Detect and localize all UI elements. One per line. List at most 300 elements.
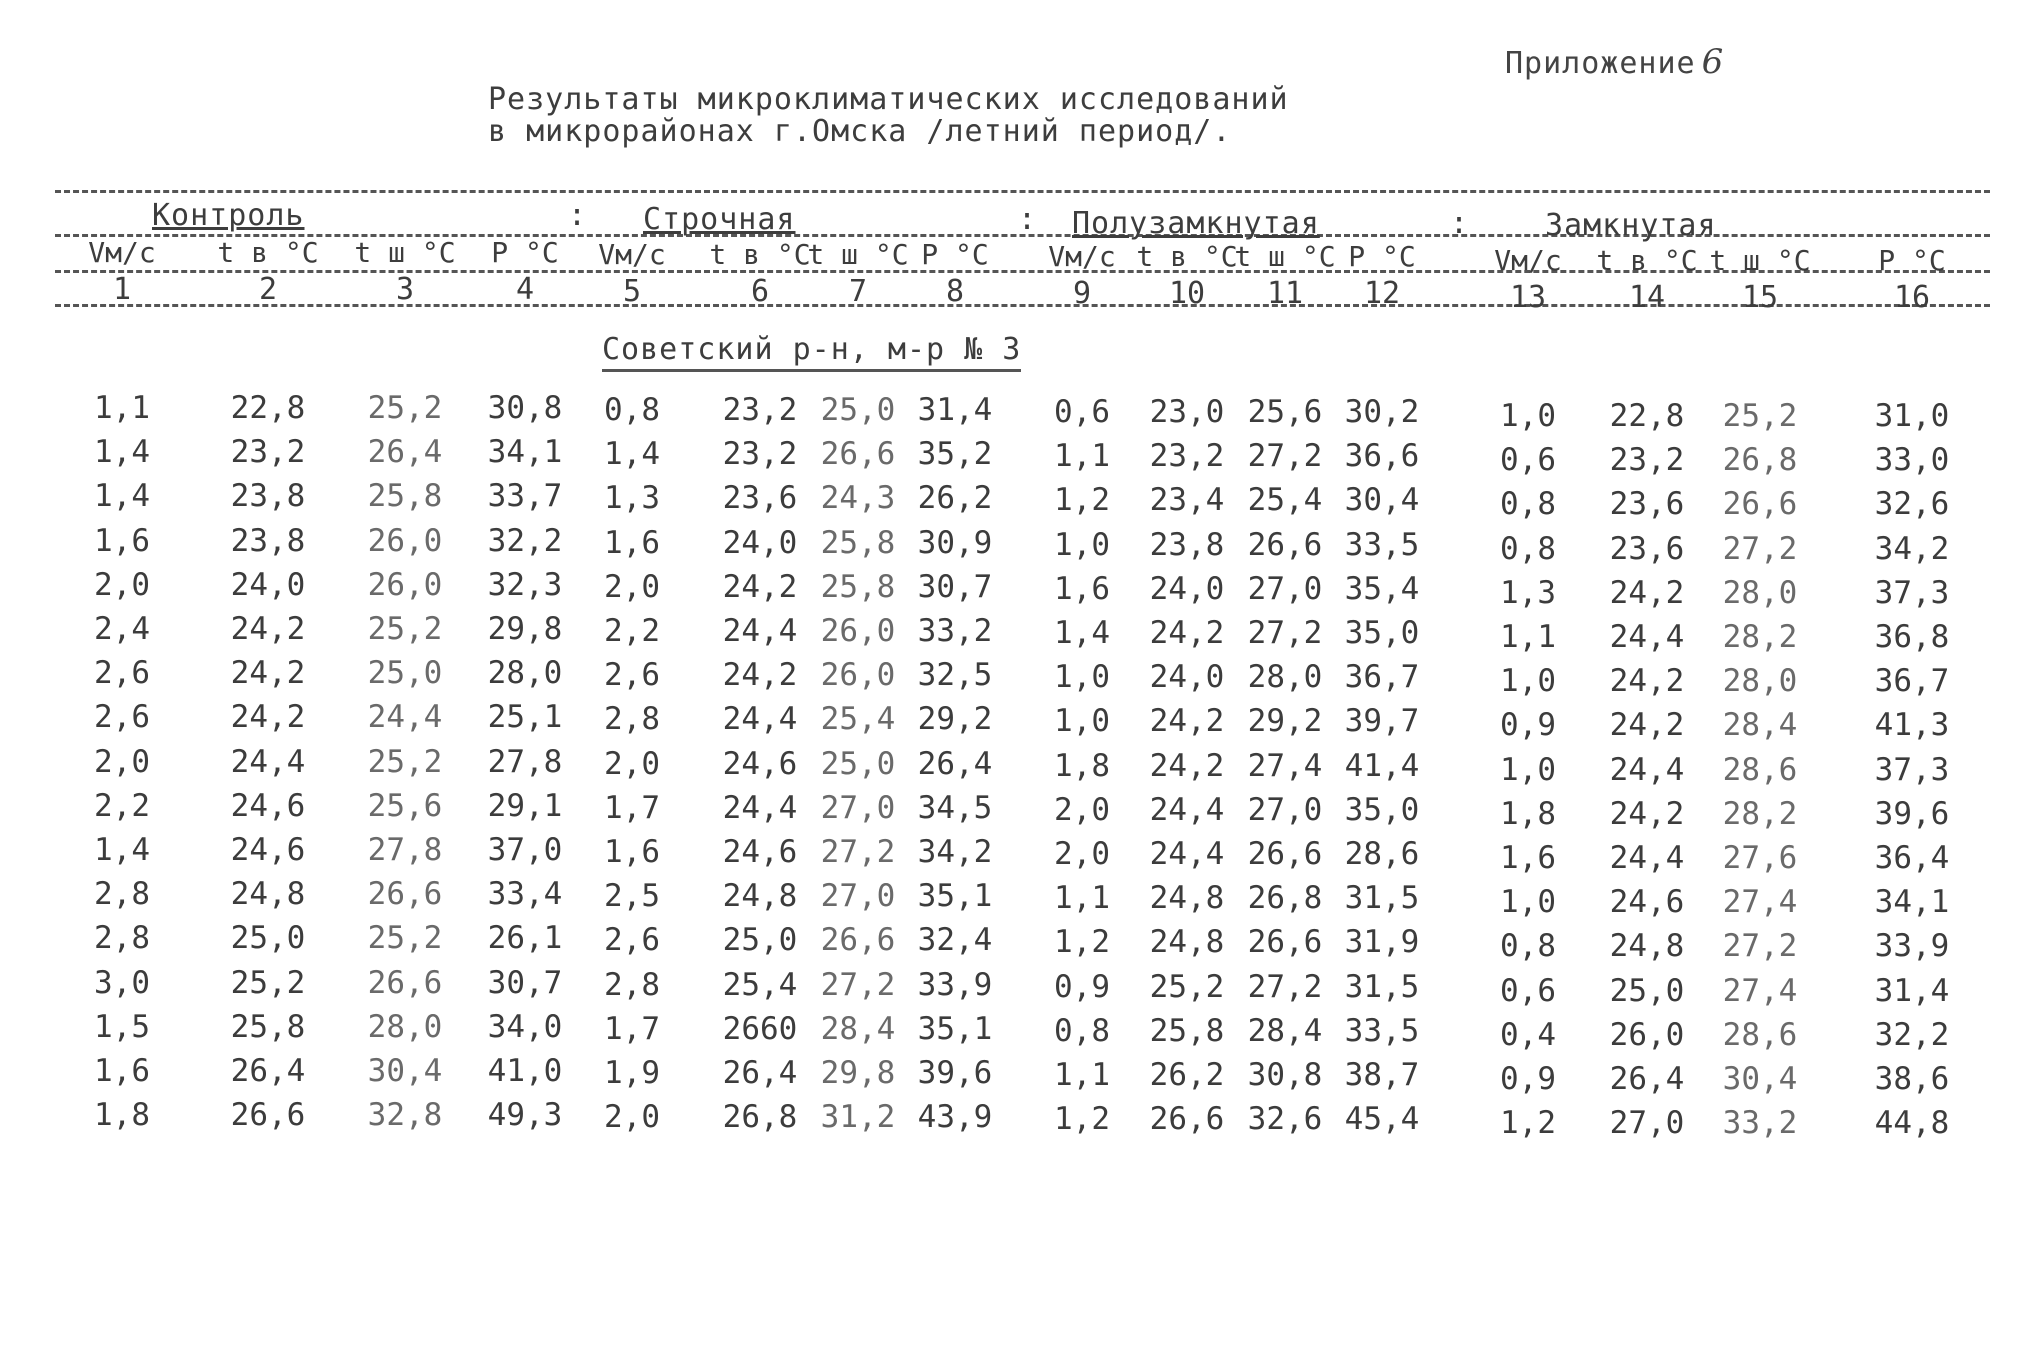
group-header-closed: Замкнутая — [1545, 208, 1717, 243]
table-cell: 31,5 — [1344, 880, 1420, 917]
table-cell: 24,6 — [1609, 884, 1685, 921]
table-cell: 1,1 — [1500, 619, 1556, 655]
table-cell: 27,4 — [1722, 884, 1798, 921]
table-cell: 1,2 — [1500, 1105, 1556, 1142]
table-cell: 24,0 — [1149, 570, 1225, 607]
table-cell: 25,2 — [230, 964, 306, 1001]
column-header: t в °С — [217, 236, 319, 269]
table-cell: 0,8 — [1500, 486, 1556, 523]
column-header: Р °С — [1878, 244, 1946, 277]
table-cell: 27,4 — [1247, 747, 1323, 784]
table-cell: 31,4 — [1874, 972, 1950, 1009]
table-cell: 28,0 — [487, 655, 563, 692]
table-cell: 1,8 — [94, 1097, 150, 1134]
table-cell: 24,2 — [230, 655, 306, 692]
table-row — [0, 1053, 2023, 1097]
table-cell: 1,0 — [1500, 751, 1556, 788]
table-cell: 24,6 — [230, 832, 306, 868]
table-cell: 1,6 — [1500, 840, 1556, 876]
column-header: Vм/с — [88, 236, 156, 269]
column-header: Vм/с — [1494, 244, 1562, 277]
table-cell: 27,0 — [820, 878, 896, 915]
table-cell: 24,2 — [230, 699, 306, 736]
table-cell: 27,2 — [820, 834, 896, 870]
table-cell: 26,6 — [820, 922, 896, 959]
table-cell: 30,8 — [1247, 1057, 1323, 1093]
table-cell: 27,2 — [1247, 615, 1323, 651]
table-cell: 32,6 — [1874, 486, 1950, 523]
table-cell: 25,6 — [367, 787, 443, 824]
table-cell: 29,2 — [917, 701, 993, 738]
column-header: t в °С — [1136, 240, 1238, 273]
table-cell: 31,5 — [1344, 968, 1420, 1005]
table-cell: 27,2 — [1722, 530, 1798, 567]
table-cell: 26,8 — [1247, 880, 1323, 917]
table-cell: 1,0 — [1500, 884, 1556, 921]
table-cell: 28,4 — [1722, 707, 1798, 744]
table-cell: 1,6 — [604, 524, 660, 561]
table-cell: 25,2 — [1149, 968, 1225, 1005]
table-cell: 30,8 — [487, 390, 563, 426]
table-cell: 25,4 — [722, 966, 798, 1003]
table-cell: 1,2 — [1054, 482, 1110, 519]
table-cell: 35,1 — [917, 878, 993, 915]
table-cell: 25,0 — [722, 922, 798, 959]
table-cell: 25,8 — [820, 524, 896, 561]
column-number: 6 — [750, 274, 770, 309]
table-cell: 24,2 — [1609, 574, 1685, 611]
table-cell: 36,6 — [1344, 438, 1420, 475]
column-number: 2 — [258, 272, 278, 307]
table-cell: 1,4 — [604, 436, 660, 473]
table-cell: 24,0 — [722, 524, 798, 561]
table-cell: 1,1 — [94, 390, 150, 426]
table-cell: 1,4 — [94, 434, 150, 471]
table-cell: 27,0 — [1247, 791, 1323, 828]
table-cell: 25,8 — [367, 478, 443, 515]
table-cell: 25,4 — [820, 701, 896, 738]
table-cell: 1,4 — [94, 832, 150, 868]
table-row — [0, 876, 2023, 920]
table-cell: 26,4 — [230, 1053, 306, 1089]
table-row — [0, 920, 2023, 964]
table-cell: 30,4 — [1344, 482, 1420, 519]
table-cell: 29,8 — [487, 611, 563, 647]
table-cell: 24,4 — [367, 699, 443, 736]
appendix-text: Приложение — [1505, 46, 1696, 81]
table-cell: 1,3 — [1500, 574, 1556, 611]
table-cell: 26,6 — [1149, 1101, 1225, 1138]
table-cell: 22,8 — [1609, 398, 1685, 434]
table-cell: 26,0 — [820, 657, 896, 694]
table-cell: 2,0 — [1054, 791, 1110, 828]
table-cell: 2,6 — [94, 699, 150, 736]
table-cell: 1,0 — [1054, 703, 1110, 740]
column-number: 10 — [1168, 276, 1206, 311]
table-cell: 25,0 — [230, 920, 306, 957]
table-cell: 0,8 — [1054, 1012, 1110, 1049]
table-cell: 27,2 — [1247, 438, 1323, 475]
table-cell: 28,0 — [1247, 659, 1323, 696]
table-cell: 1,0 — [1054, 526, 1110, 563]
table-cell: 23,2 — [722, 392, 798, 428]
table-cell: 28,0 — [1722, 663, 1798, 700]
table-cell: 27,2 — [820, 966, 896, 1003]
table-row — [0, 523, 2023, 567]
table-cell: 1,3 — [604, 480, 660, 517]
table-cell: 23,8 — [230, 478, 306, 515]
table-cell: 32,2 — [487, 522, 563, 559]
table-cell: 2,2 — [94, 787, 150, 824]
table-cell: 32,6 — [1247, 1101, 1323, 1138]
table-cell: 2,8 — [94, 920, 150, 957]
table-cell: 34,1 — [487, 434, 563, 471]
table-cell: 23,0 — [1149, 394, 1225, 430]
group-header-semi-closed: Полузамкнутая — [1072, 206, 1320, 241]
table-cell: 27,8 — [487, 743, 563, 780]
table-cell: 36,4 — [1874, 840, 1950, 876]
table-cell: 24,6 — [722, 745, 798, 782]
table-cell: 2,6 — [604, 657, 660, 694]
table-cell: 39,7 — [1344, 703, 1420, 740]
table-cell: 23,8 — [230, 522, 306, 559]
table-cell: 24,8 — [1149, 880, 1225, 917]
table-cell: 26,6 — [1247, 924, 1323, 961]
column-header: Р °С — [1348, 240, 1416, 273]
table-cell: 1,7 — [604, 789, 660, 826]
table-cell: 24,2 — [230, 611, 306, 647]
table-cell: 33,9 — [917, 966, 993, 1003]
table-cell: 23,2 — [722, 436, 798, 473]
table-cell: 24,4 — [1609, 751, 1685, 788]
table-cell: 28,2 — [1722, 619, 1798, 655]
table-cell: 24,0 — [230, 566, 306, 603]
table-cell: 23,6 — [1609, 486, 1685, 523]
table-cell: 25,2 — [367, 743, 443, 780]
table-cell: 33,2 — [1722, 1105, 1798, 1142]
table-cell: 33,5 — [1344, 1012, 1420, 1049]
column-number: 8 — [945, 274, 965, 309]
table-cell: 26,0 — [367, 566, 443, 603]
table-cell: 1,1 — [1054, 1057, 1110, 1093]
table-cell: 25,2 — [1722, 398, 1798, 434]
table-cell: 26,0 — [367, 522, 443, 559]
table-cell: 24,8 — [230, 876, 306, 913]
table-cell: 34,0 — [487, 1008, 563, 1045]
table-cell: 25,0 — [367, 655, 443, 692]
table-cell: 26,0 — [820, 613, 896, 649]
table-cell: 27,4 — [1722, 972, 1798, 1009]
column-header: t ш °С — [1709, 244, 1811, 277]
column-header: Р °С — [921, 238, 989, 271]
header-rule-top — [55, 190, 1990, 193]
column-header: t ш °С — [1234, 240, 1336, 273]
table-cell: 1,0 — [1500, 398, 1556, 434]
table-cell: 1,6 — [604, 834, 660, 870]
table-cell: 23,8 — [1149, 526, 1225, 563]
title-line-2: в микрорайонах г.Омска /летний период/. — [488, 114, 1232, 149]
table-cell: 30,7 — [917, 568, 993, 605]
column-number: 15 — [1741, 280, 1779, 315]
column-number: 5 — [622, 274, 642, 309]
table-cell: 38,7 — [1344, 1057, 1420, 1093]
column-number: 3 — [395, 272, 415, 307]
table-cell: 0,9 — [1054, 968, 1110, 1005]
table-cell: 25,8 — [1149, 1012, 1225, 1049]
table-cell: 1,6 — [94, 522, 150, 559]
table-cell: 1,0 — [1054, 659, 1110, 696]
table-cell: 2660 — [722, 1010, 798, 1047]
table-cell: 34,1 — [1874, 884, 1950, 921]
table-cell: 33,9 — [1874, 928, 1950, 965]
section-title: Советский р-н, м-р № 3 — [602, 332, 1021, 372]
column-header: t в °С — [709, 238, 811, 271]
table-cell: 23,6 — [722, 480, 798, 517]
table-cell: 26,2 — [1149, 1057, 1225, 1093]
table-row — [0, 390, 2023, 434]
table-cell: 38,6 — [1874, 1061, 1950, 1097]
table-cell: 26,6 — [367, 964, 443, 1001]
table-cell: 1,4 — [94, 478, 150, 515]
table-cell: 32,8 — [367, 1097, 443, 1134]
table-row — [0, 788, 2023, 832]
column-number: 1 — [112, 272, 132, 307]
column-number: 14 — [1628, 280, 1666, 315]
table-cell: 27,0 — [1609, 1105, 1685, 1142]
table-cell: 29,2 — [1247, 703, 1323, 740]
appendix-label — [1505, 42, 1724, 82]
table-cell: 30,7 — [487, 964, 563, 1001]
table-cell: 1,7 — [604, 1010, 660, 1047]
table-cell: 2,8 — [94, 876, 150, 913]
table-cell: 22,8 — [230, 390, 306, 426]
table-cell: 1,1 — [1054, 880, 1110, 917]
table-cell: 41,0 — [487, 1053, 563, 1089]
table-cell: 27,0 — [1247, 570, 1323, 607]
table-cell: 1,6 — [94, 1053, 150, 1089]
table-cell: 25,0 — [820, 745, 896, 782]
table-cell: 25,2 — [367, 390, 443, 426]
table-cell: 24,2 — [1609, 707, 1685, 744]
table-cell: 2,0 — [94, 566, 150, 603]
table-cell: 33,5 — [1344, 526, 1420, 563]
table-cell: 24,2 — [1149, 615, 1225, 651]
table-cell: 31,9 — [1344, 924, 1420, 961]
table-cell: 2,8 — [604, 701, 660, 738]
table-cell: 36,7 — [1344, 659, 1420, 696]
table-cell: 23,2 — [1609, 442, 1685, 479]
table-cell: 2,0 — [604, 745, 660, 782]
table-cell: 26,6 — [1722, 486, 1798, 523]
table-cell: 24,4 — [1149, 791, 1225, 828]
table-cell: 35,1 — [917, 1010, 993, 1047]
column-number: 16 — [1893, 280, 1931, 315]
table-cell: 32,2 — [1874, 1016, 1950, 1053]
table-cell: 35,4 — [1344, 570, 1420, 607]
table-row — [0, 567, 2023, 611]
table-cell: 25,2 — [367, 611, 443, 647]
header-rule-bottom — [55, 304, 1990, 307]
table-cell: 24,8 — [1609, 928, 1685, 965]
table-cell: 26,1 — [487, 920, 563, 957]
table-cell: 26,8 — [1722, 442, 1798, 479]
table-cell: 45,4 — [1344, 1101, 1420, 1138]
title-line-1: Результаты микроклиматических исследований — [488, 82, 1289, 117]
table-cell: 26,4 — [722, 1055, 798, 1091]
column-number: 4 — [515, 272, 535, 307]
table-cell: 24,6 — [722, 834, 798, 870]
table-cell: 27,2 — [1247, 968, 1323, 1005]
table-cell: 0,9 — [1500, 1061, 1556, 1097]
table-cell: 39,6 — [1874, 795, 1950, 832]
table-cell: 24,4 — [722, 613, 798, 649]
table-cell: 29,8 — [820, 1055, 896, 1091]
table-cell: 41,3 — [1874, 707, 1950, 744]
table-cell: 24,4 — [230, 743, 306, 780]
table-cell: 26,2 — [917, 480, 993, 517]
table-cell: 28,6 — [1344, 836, 1420, 872]
table-cell: 31,0 — [1874, 398, 1950, 434]
table-cell: 2,5 — [604, 878, 660, 915]
table-cell: 24,4 — [1609, 619, 1685, 655]
table-cell: 34,2 — [1874, 530, 1950, 567]
table-cell: 3,0 — [94, 964, 150, 1001]
table-cell: 28,0 — [1722, 574, 1798, 611]
table-cell: 25,0 — [820, 392, 896, 428]
table-cell: 26,6 — [1247, 836, 1323, 872]
table-cell: 37,0 — [487, 832, 563, 868]
table-cell: 0,6 — [1054, 394, 1110, 430]
table-cell: 24,4 — [1149, 836, 1225, 872]
table-cell: 36,7 — [1874, 663, 1950, 700]
table-cell: 35,0 — [1344, 791, 1420, 828]
table-cell: 30,4 — [1722, 1061, 1798, 1097]
table-cell: 24,2 — [1149, 703, 1225, 740]
table-cell: 1,2 — [1054, 924, 1110, 961]
table-cell: 0,6 — [1500, 972, 1556, 1009]
group-separator: : — [568, 198, 587, 233]
table-cell: 24,0 — [1149, 659, 1225, 696]
column-number: 13 — [1509, 280, 1547, 315]
table-cell: 25,2 — [367, 920, 443, 957]
table-cell: 0,6 — [1500, 442, 1556, 479]
table-cell: 2,0 — [604, 1099, 660, 1136]
table-cell: 1,0 — [1500, 663, 1556, 700]
table-cell: 27,2 — [1722, 928, 1798, 965]
table-cell: 0,8 — [1500, 928, 1556, 965]
table-cell: 28,6 — [1722, 1016, 1798, 1053]
column-number: 9 — [1072, 276, 1092, 311]
table-row — [0, 434, 2023, 478]
table-cell: 1,6 — [1054, 570, 1110, 607]
table-cell: 30,9 — [917, 524, 993, 561]
table-cell: 23,4 — [1149, 482, 1225, 519]
table-row — [0, 1097, 2023, 1141]
table-cell: 33,7 — [487, 478, 563, 515]
table-cell: 44,8 — [1874, 1105, 1950, 1142]
column-header: Vм/с — [598, 238, 666, 271]
table-cell: 35,2 — [917, 436, 993, 473]
table-cell: 2,8 — [604, 966, 660, 1003]
table-cell: 37,3 — [1874, 574, 1950, 611]
table-row — [0, 1009, 2023, 1053]
table-cell: 2,6 — [94, 655, 150, 692]
table-row — [0, 965, 2023, 1009]
table-cell: 26,4 — [1609, 1061, 1685, 1097]
table-cell: 34,2 — [917, 834, 993, 870]
table-cell: 27,6 — [1722, 840, 1798, 876]
table-cell: 2,0 — [1054, 836, 1110, 872]
table-cell: 1,8 — [1500, 795, 1556, 832]
appendix-number: 6 — [1701, 42, 1725, 82]
group-header-row: Строчная — [643, 202, 796, 237]
column-header: Р °С — [491, 236, 559, 269]
table-cell: 25,1 — [487, 699, 563, 736]
table-cell: 2,4 — [94, 611, 150, 647]
column-number: 7 — [848, 274, 868, 309]
table-cell: 1,5 — [94, 1008, 150, 1045]
column-number: 11 — [1266, 276, 1304, 311]
column-header: t ш °С — [354, 236, 456, 269]
column-number: 12 — [1363, 276, 1401, 311]
table-cell: 29,1 — [487, 787, 563, 824]
table-cell: 43,9 — [917, 1099, 993, 1136]
table-cell: 24,2 — [1609, 795, 1685, 832]
table-cell: 35,0 — [1344, 615, 1420, 651]
table-cell: 24,8 — [1149, 924, 1225, 961]
table-cell: 31,2 — [820, 1099, 896, 1136]
table-cell: 30,2 — [1344, 394, 1420, 430]
table-cell: 28,0 — [367, 1008, 443, 1045]
table-cell: 41,4 — [1344, 747, 1420, 784]
table-cell: 33,2 — [917, 613, 993, 649]
table-cell: 27,8 — [367, 832, 443, 868]
table-cell: 23,6 — [1609, 530, 1685, 567]
table-cell: 1,2 — [1054, 1101, 1110, 1138]
table-row — [0, 611, 2023, 655]
table-cell: 25,4 — [1247, 482, 1323, 519]
table-cell: 33,4 — [487, 876, 563, 913]
table-cell: 2,2 — [604, 613, 660, 649]
group-header-control: Контроль — [152, 198, 305, 233]
table-cell: 2,0 — [94, 743, 150, 780]
table-cell: 23,2 — [230, 434, 306, 471]
table-row — [0, 478, 2023, 522]
table-cell: 24,6 — [230, 787, 306, 824]
table-row — [0, 699, 2023, 743]
table-cell: 26,4 — [367, 434, 443, 471]
document-title — [488, 84, 1289, 148]
table-cell: 28,6 — [1722, 751, 1798, 788]
table-cell: 28,4 — [820, 1010, 896, 1047]
table-cell: 0,8 — [1500, 530, 1556, 567]
table-cell: 32,5 — [917, 657, 993, 694]
table-cell: 26,8 — [722, 1099, 798, 1136]
group-separator: : — [1450, 206, 1469, 241]
table-cell: 39,6 — [917, 1055, 993, 1091]
table-cell: 24,4 — [722, 701, 798, 738]
column-header: t ш °С — [807, 238, 909, 271]
table-cell: 25,0 — [1609, 972, 1685, 1009]
table-cell: 25,6 — [1247, 394, 1323, 430]
table-cell: 33,0 — [1874, 442, 1950, 479]
table-row — [0, 655, 2023, 699]
table-cell: 37,3 — [1874, 751, 1950, 788]
table-cell: 1,4 — [1054, 615, 1110, 651]
table-cell: 1,8 — [1054, 747, 1110, 784]
table-cell: 26,4 — [917, 745, 993, 782]
table-cell: 24,3 — [820, 480, 896, 517]
